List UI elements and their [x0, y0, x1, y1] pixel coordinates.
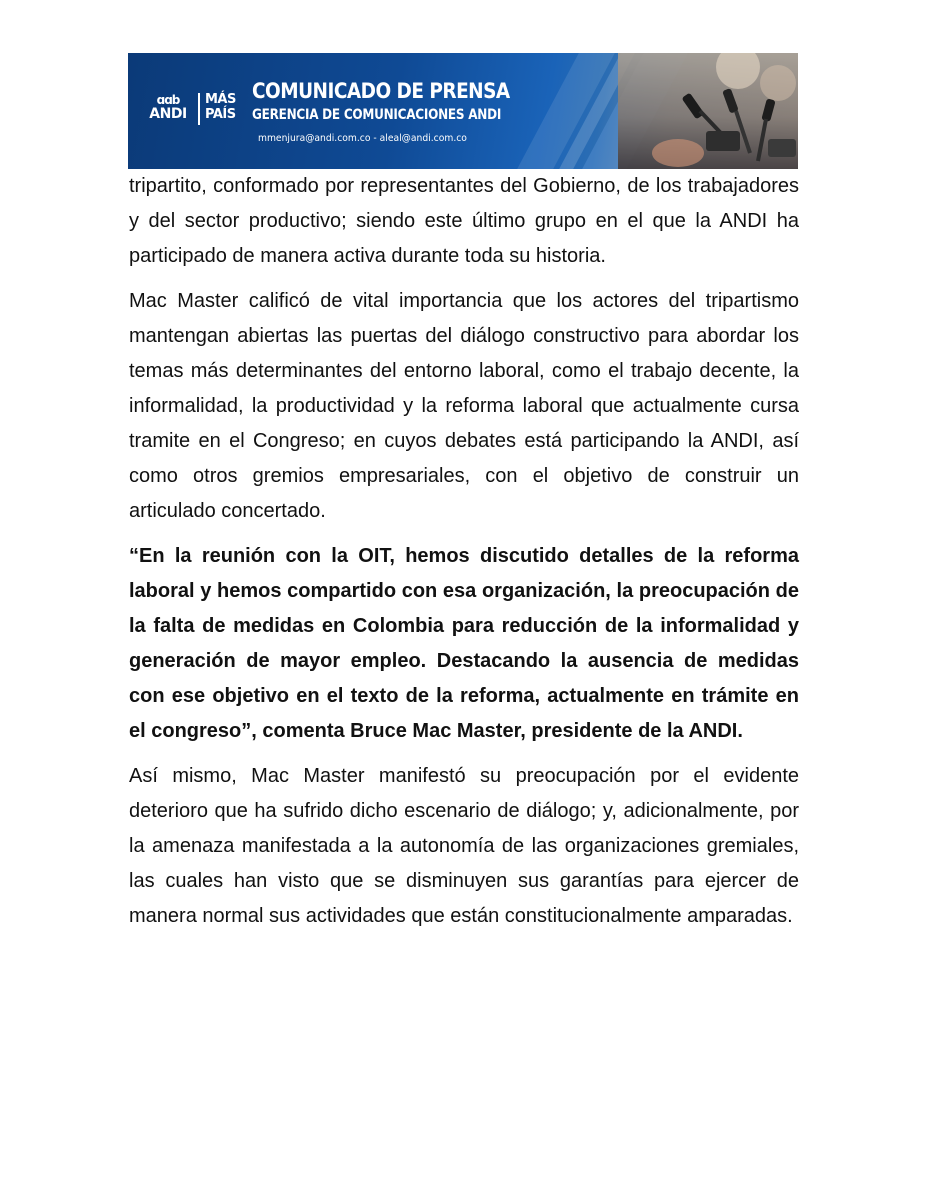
mas-pais-logo — [205, 92, 236, 122]
paragraph: tripartito, conformado por representantes del Gobierno, de los trabajadores y del sector productivo; siendo este último grupo en el que la ANDI ha participado de manera activa durante toda su historia. — [129, 175, 799, 267]
andi-logo-name: ANDI — [149, 106, 187, 122]
paragraph: Mac Master calificó de vital importancia que los actores del tripartismo mantengan abiertas las puertas del diálogo constructivo para abordar los temas más determinantes del entorno laboral, como el trabajo decente, la informalidad, la productividad y la reforma laboral que actualmente cursa tramite en el Congreso; en cuyos debates está participando la ANDI, así como otros gremios empresariales, con el objetivo de construir un articulado concertado. — [129, 290, 799, 522]
quote-paragraph: “En la reunión con la OIT, hemos discutido detalles de la reforma laboral y hemos compartido con esa organización, la preocupación de la falta de medidas en Colombia para reducción de la informalidad y generación de mayor empleo. Destacando la ausencia de medidas con ese objetivo en el texto de la reforma, actualmente en trámite en el congreso”, comenta Bruce Mac Master, presidente de la ANDI. — [129, 545, 799, 742]
mas-pais-logo-mas: MÁS — [205, 92, 236, 107]
andi-logo-mark: ɑɑb — [156, 93, 180, 107]
microphones-illustration — [618, 53, 798, 169]
logo-divider — [198, 93, 200, 125]
banner-subtitle: GERENCIA DE COMUNICACIONES ANDI — [252, 107, 502, 123]
contact-emails: mmenjura@andi.com.co - aleal@andi.com.co — [258, 133, 467, 144]
andi-logo — [144, 93, 192, 122]
mas-pais-logo-pais: PAÍS — [205, 107, 236, 122]
banner-title: COMUNICADO DE PRENSA — [252, 79, 510, 103]
press-release-banner — [128, 53, 798, 169]
paragraph: Así mismo, Mac Master manifestó su preocupación por el evidente deterioro que ha sufrido dicho escenario de diálogo; y, adicionalmente, por la amenaza manifestada a la autonomía de las organizaciones gremiales, las cuales han visto que se disminuyen sus garantías para ejercer de manera normal sus actividades que están constitucionalmente amparadas. — [129, 765, 799, 927]
article-body — [129, 169, 799, 944]
